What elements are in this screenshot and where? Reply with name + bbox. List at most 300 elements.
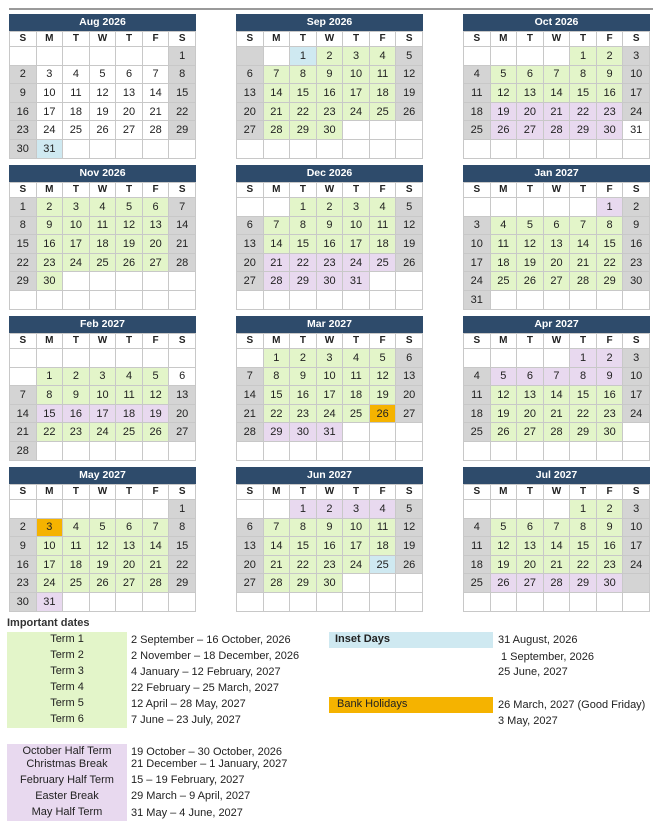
day-cell: 9 — [36, 216, 63, 235]
day-cell: 10 — [36, 84, 63, 103]
day-cell: 22 — [169, 102, 196, 121]
weekday-label: T — [63, 32, 90, 47]
day-cell: 27 — [543, 272, 570, 291]
day-cell: 19 — [396, 235, 423, 254]
day-cell — [89, 139, 116, 158]
day-cell: 4 — [464, 367, 491, 386]
weekday-label: M — [263, 32, 290, 47]
day-cell: 25 — [490, 272, 517, 291]
holiday-4-dates: 29 March – 9 April, 2027 — [131, 790, 251, 802]
day-cell: 30 — [596, 574, 623, 593]
day-cell — [89, 272, 116, 291]
weekday-label: W — [543, 334, 570, 349]
weekday-label: S — [10, 183, 37, 198]
weekday-label: S — [10, 334, 37, 349]
weekday-label: S — [464, 334, 491, 349]
day-cell: 26 — [490, 423, 517, 442]
holiday-3-label: February Half Term — [7, 773, 127, 789]
weekday-label: F — [369, 32, 396, 47]
day-cell: 30 — [596, 423, 623, 442]
day-cell: 20 — [237, 253, 264, 272]
day-cell: 1 — [36, 367, 63, 386]
day-cell: 4 — [116, 367, 143, 386]
day-cell: 8 — [36, 386, 63, 405]
day-cell — [543, 290, 570, 309]
day-cell — [237, 500, 264, 519]
day-cell: 21 — [142, 102, 169, 121]
day-cell: 30 — [316, 121, 343, 140]
day-cell: 12 — [89, 537, 116, 556]
term-4-dates: 22 February – 25 March, 2027 — [131, 682, 279, 694]
day-cell — [63, 272, 90, 291]
day-cell — [290, 592, 317, 611]
day-cell: 13 — [116, 84, 143, 103]
day-cell: 23 — [316, 102, 343, 121]
day-cell: 19 — [490, 555, 517, 574]
day-cell: 22 — [596, 253, 623, 272]
weekday-label: S — [623, 183, 650, 198]
weekday-label: W — [316, 32, 343, 47]
day-cell: 13 — [237, 84, 264, 103]
day-cell — [10, 349, 37, 368]
day-cell: 24 — [316, 404, 343, 423]
day-cell — [517, 349, 544, 368]
day-cell: 14 — [543, 537, 570, 556]
day-cell: 27 — [142, 253, 169, 272]
day-cell: 20 — [237, 102, 264, 121]
day-cell — [290, 139, 317, 158]
day-cell — [543, 500, 570, 519]
weekday-label: M — [490, 32, 517, 47]
day-cell: 23 — [623, 253, 650, 272]
month-title: Sep 2026 — [236, 14, 423, 31]
day-cell: 1 — [10, 198, 37, 217]
day-cell: 4 — [89, 198, 116, 217]
day-cell — [63, 139, 90, 158]
day-cell: 3 — [343, 500, 370, 519]
day-cell: 17 — [623, 537, 650, 556]
weekday-label: W — [316, 334, 343, 349]
day-cell: 21 — [543, 555, 570, 574]
day-cell — [543, 441, 570, 460]
day-cell: 19 — [116, 235, 143, 254]
weekday-header-row — [237, 32, 423, 47]
day-cell: 1 — [263, 349, 290, 368]
day-cell: 18 — [369, 235, 396, 254]
day-cell: 17 — [343, 537, 370, 556]
day-cell: 31 — [36, 592, 63, 611]
day-cell: 16 — [596, 84, 623, 103]
weekday-label: M — [36, 485, 63, 500]
day-cell — [623, 139, 650, 158]
week-row — [464, 216, 650, 235]
day-cell: 16 — [316, 235, 343, 254]
weekday-label: S — [464, 32, 491, 47]
weekday-label: T — [116, 334, 143, 349]
day-cell — [116, 139, 143, 158]
weekday-header-row — [237, 485, 423, 500]
day-cell — [237, 290, 264, 309]
weekday-label: W — [543, 183, 570, 198]
day-cell: 28 — [10, 441, 37, 460]
week-row — [10, 216, 196, 235]
weekday-label: W — [89, 32, 116, 47]
day-cell — [142, 272, 169, 291]
day-cell: 25 — [343, 404, 370, 423]
day-cell — [396, 139, 423, 158]
day-cell — [10, 500, 37, 519]
day-cell: 10 — [464, 235, 491, 254]
week-row — [464, 290, 650, 309]
day-cell: 22 — [570, 404, 597, 423]
weekday-label: T — [116, 485, 143, 500]
day-cell: 19 — [369, 386, 396, 405]
weekday-label: M — [263, 485, 290, 500]
day-cell: 16 — [63, 404, 90, 423]
week-row — [464, 441, 650, 460]
week-row — [10, 592, 196, 611]
holiday-3-dates: 15 – 19 February, 2027 — [131, 774, 245, 786]
weekday-label: F — [596, 334, 623, 349]
day-cell: 8 — [570, 65, 597, 84]
day-cell: 5 — [116, 198, 143, 217]
day-cell: 17 — [343, 235, 370, 254]
day-cell: 28 — [543, 121, 570, 140]
day-cell: 10 — [63, 216, 90, 235]
day-cell: 6 — [142, 198, 169, 217]
week-row — [237, 537, 423, 556]
day-cell: 23 — [290, 404, 317, 423]
day-cell — [490, 349, 517, 368]
day-cell: 22 — [290, 253, 317, 272]
week-row — [10, 198, 196, 217]
week-row — [237, 139, 423, 158]
day-cell — [36, 47, 63, 66]
day-cell: 25 — [369, 555, 396, 574]
day-cell — [169, 349, 196, 368]
week-row — [464, 592, 650, 611]
week-row — [464, 198, 650, 217]
day-cell — [116, 290, 143, 309]
day-cell: 13 — [517, 386, 544, 405]
day-cell: 23 — [63, 423, 90, 442]
day-cell: 11 — [490, 235, 517, 254]
day-cell: 14 — [543, 84, 570, 103]
day-cell — [396, 121, 423, 140]
day-cell: 29 — [290, 121, 317, 140]
day-cell — [237, 441, 264, 460]
weekday-label: S — [464, 485, 491, 500]
week-row — [464, 102, 650, 121]
weekday-header-row — [237, 334, 423, 349]
day-cell — [596, 592, 623, 611]
day-cell: 10 — [623, 65, 650, 84]
day-cell: 24 — [623, 102, 650, 121]
week-row — [237, 47, 423, 66]
day-cell: 11 — [343, 367, 370, 386]
day-cell: 2 — [36, 198, 63, 217]
day-cell: 2 — [63, 367, 90, 386]
day-cell — [142, 47, 169, 66]
day-cell: 22 — [570, 555, 597, 574]
holiday-5-dates: 31 May – 4 June, 2027 — [131, 807, 243, 819]
month-title: Jan 2027 — [463, 165, 650, 182]
day-cell — [36, 441, 63, 460]
day-cell — [316, 290, 343, 309]
day-cell: 7 — [263, 518, 290, 537]
day-cell: 19 — [89, 555, 116, 574]
day-cell: 14 — [10, 404, 37, 423]
day-cell — [369, 423, 396, 442]
day-cell — [316, 441, 343, 460]
day-cell: 28 — [543, 574, 570, 593]
day-cell — [237, 349, 264, 368]
day-cell — [623, 441, 650, 460]
week-row — [10, 349, 196, 368]
day-cell: 27 — [517, 574, 544, 593]
week-row — [10, 386, 196, 405]
day-cell: 9 — [596, 65, 623, 84]
day-cell: 6 — [396, 349, 423, 368]
day-cell: 5 — [396, 500, 423, 519]
weekday-label: T — [343, 485, 370, 500]
term-1-label: Term 1 — [7, 632, 127, 648]
day-cell: 10 — [623, 518, 650, 537]
day-cell: 18 — [464, 102, 491, 121]
day-cell: 19 — [396, 84, 423, 103]
day-cell: 27 — [517, 423, 544, 442]
day-cell: 8 — [169, 518, 196, 537]
weekday-label: S — [396, 485, 423, 500]
day-cell: 6 — [237, 216, 264, 235]
day-cell: 9 — [316, 216, 343, 235]
day-cell — [570, 441, 597, 460]
bank-holidays-label: Bank Holidays — [329, 697, 493, 713]
day-cell: 12 — [116, 216, 143, 235]
weekday-label: T — [517, 183, 544, 198]
day-cell: 26 — [490, 121, 517, 140]
weekday-header-row — [10, 32, 196, 47]
day-cell: 4 — [63, 65, 90, 84]
day-cell: 8 — [290, 65, 317, 84]
day-cell: 21 — [263, 102, 290, 121]
day-cell: 11 — [63, 537, 90, 556]
day-cell: 7 — [142, 518, 169, 537]
day-cell: 4 — [343, 349, 370, 368]
weekday-label: W — [543, 32, 570, 47]
day-cell: 30 — [316, 574, 343, 593]
day-cell: 24 — [89, 423, 116, 442]
day-cell — [290, 290, 317, 309]
day-cell: 19 — [89, 102, 116, 121]
day-cell: 12 — [517, 235, 544, 254]
day-cell: 30 — [36, 272, 63, 291]
weekday-label: T — [570, 485, 597, 500]
day-cell: 28 — [237, 423, 264, 442]
day-cell: 17 — [36, 102, 63, 121]
week-row — [237, 84, 423, 103]
day-cell: 2 — [10, 518, 37, 537]
weekday-label: M — [263, 334, 290, 349]
day-cell — [490, 500, 517, 519]
top-divider — [9, 8, 653, 10]
day-cell: 4 — [464, 518, 491, 537]
week-row — [10, 139, 196, 158]
day-cell — [596, 139, 623, 158]
day-cell: 11 — [369, 216, 396, 235]
day-cell: 9 — [623, 216, 650, 235]
weekday-label: T — [517, 32, 544, 47]
week-row — [464, 404, 650, 423]
weekday-header-row — [464, 32, 650, 47]
week-row — [237, 349, 423, 368]
day-cell: 24 — [36, 574, 63, 593]
day-cell: 24 — [343, 555, 370, 574]
day-cell — [63, 500, 90, 519]
inset-date-2: 1 September, 2026 — [501, 651, 594, 663]
weekday-label: T — [63, 183, 90, 198]
day-cell: 24 — [36, 121, 63, 140]
holiday-2-label: Christmas Break — [7, 757, 127, 773]
day-cell: 27 — [237, 121, 264, 140]
day-cell — [517, 198, 544, 217]
day-cell: 16 — [596, 537, 623, 556]
month-title: Dec 2026 — [236, 165, 423, 182]
day-cell: 6 — [543, 216, 570, 235]
weekday-label: S — [623, 485, 650, 500]
day-cell — [490, 47, 517, 66]
day-cell: 20 — [396, 386, 423, 405]
day-cell: 9 — [316, 518, 343, 537]
day-cell: 25 — [464, 423, 491, 442]
term-3-dates: 4 January – 12 February, 2027 — [131, 666, 281, 678]
week-row — [464, 500, 650, 519]
day-cell: 2 — [623, 198, 650, 217]
day-cell — [10, 290, 37, 309]
day-cell — [263, 198, 290, 217]
day-cell: 9 — [596, 518, 623, 537]
term-5-label: Term 5 — [7, 696, 127, 712]
day-cell — [89, 441, 116, 460]
day-cell — [10, 47, 37, 66]
day-cell: 20 — [142, 235, 169, 254]
day-cell — [343, 139, 370, 158]
day-cell: 31 — [623, 121, 650, 140]
week-row — [10, 121, 196, 140]
day-cell — [237, 198, 264, 217]
week-row — [237, 367, 423, 386]
week-row — [464, 139, 650, 158]
day-cell: 23 — [596, 555, 623, 574]
day-cell: 17 — [36, 555, 63, 574]
day-cell: 21 — [263, 253, 290, 272]
weekday-label: W — [543, 485, 570, 500]
day-cell: 15 — [570, 537, 597, 556]
day-cell — [263, 47, 290, 66]
day-cell: 2 — [316, 47, 343, 66]
weekday-label: W — [316, 485, 343, 500]
day-cell: 18 — [89, 235, 116, 254]
day-cell — [543, 139, 570, 158]
day-cell: 1 — [290, 500, 317, 519]
weekday-label: S — [169, 485, 196, 500]
day-cell: 27 — [237, 574, 264, 593]
day-cell — [263, 290, 290, 309]
weekday-label: F — [142, 32, 169, 47]
day-cell — [396, 290, 423, 309]
day-cell: 16 — [316, 84, 343, 103]
weekday-label: T — [570, 183, 597, 198]
bank-holiday-date-1: 26 March, 2027 (Good Friday) — [498, 699, 646, 711]
day-cell: 8 — [10, 216, 37, 235]
day-cell: 16 — [290, 386, 317, 405]
day-cell: 26 — [89, 574, 116, 593]
weekday-label: M — [36, 183, 63, 198]
day-cell: 10 — [623, 367, 650, 386]
day-cell: 3 — [464, 216, 491, 235]
day-cell: 9 — [63, 386, 90, 405]
day-cell: 24 — [623, 555, 650, 574]
day-cell: 1 — [570, 349, 597, 368]
weekday-label: W — [316, 183, 343, 198]
day-cell: 23 — [596, 404, 623, 423]
day-cell — [343, 423, 370, 442]
inset-date-3: 25 June, 2027 — [498, 666, 568, 678]
day-cell: 3 — [89, 367, 116, 386]
day-cell — [89, 592, 116, 611]
day-cell — [623, 574, 650, 593]
day-cell — [623, 592, 650, 611]
day-cell — [89, 290, 116, 309]
day-cell: 4 — [464, 65, 491, 84]
day-cell: 4 — [490, 216, 517, 235]
holiday-4-label: Easter Break — [7, 789, 127, 805]
day-cell — [517, 47, 544, 66]
day-cell: 7 — [543, 65, 570, 84]
month-title: Nov 2026 — [9, 165, 196, 182]
month-calendar — [236, 14, 423, 159]
day-cell: 2 — [10, 65, 37, 84]
day-cell — [10, 367, 37, 386]
day-cell: 30 — [10, 139, 37, 158]
weekday-header-row — [10, 334, 196, 349]
week-row — [464, 235, 650, 254]
day-cell — [369, 290, 396, 309]
day-cell — [263, 441, 290, 460]
day-cell: 15 — [290, 537, 317, 556]
day-cell — [116, 592, 143, 611]
month-calendar — [9, 14, 196, 159]
week-row — [237, 500, 423, 519]
day-cell: 6 — [169, 367, 196, 386]
week-row — [464, 84, 650, 103]
day-cell: 26 — [490, 574, 517, 593]
day-cell: 14 — [142, 84, 169, 103]
day-cell: 31 — [36, 139, 63, 158]
day-cell: 10 — [36, 537, 63, 556]
term-5-dates: 12 April – 28 May, 2027 — [131, 698, 246, 710]
weekday-header-row — [10, 183, 196, 198]
day-cell: 17 — [343, 84, 370, 103]
week-row — [464, 47, 650, 66]
day-cell: 8 — [290, 216, 317, 235]
day-cell: 12 — [490, 84, 517, 103]
day-cell: 9 — [316, 65, 343, 84]
day-cell: 18 — [343, 386, 370, 405]
day-cell: 7 — [543, 367, 570, 386]
day-cell: 29 — [570, 121, 597, 140]
day-cell: 2 — [290, 349, 317, 368]
